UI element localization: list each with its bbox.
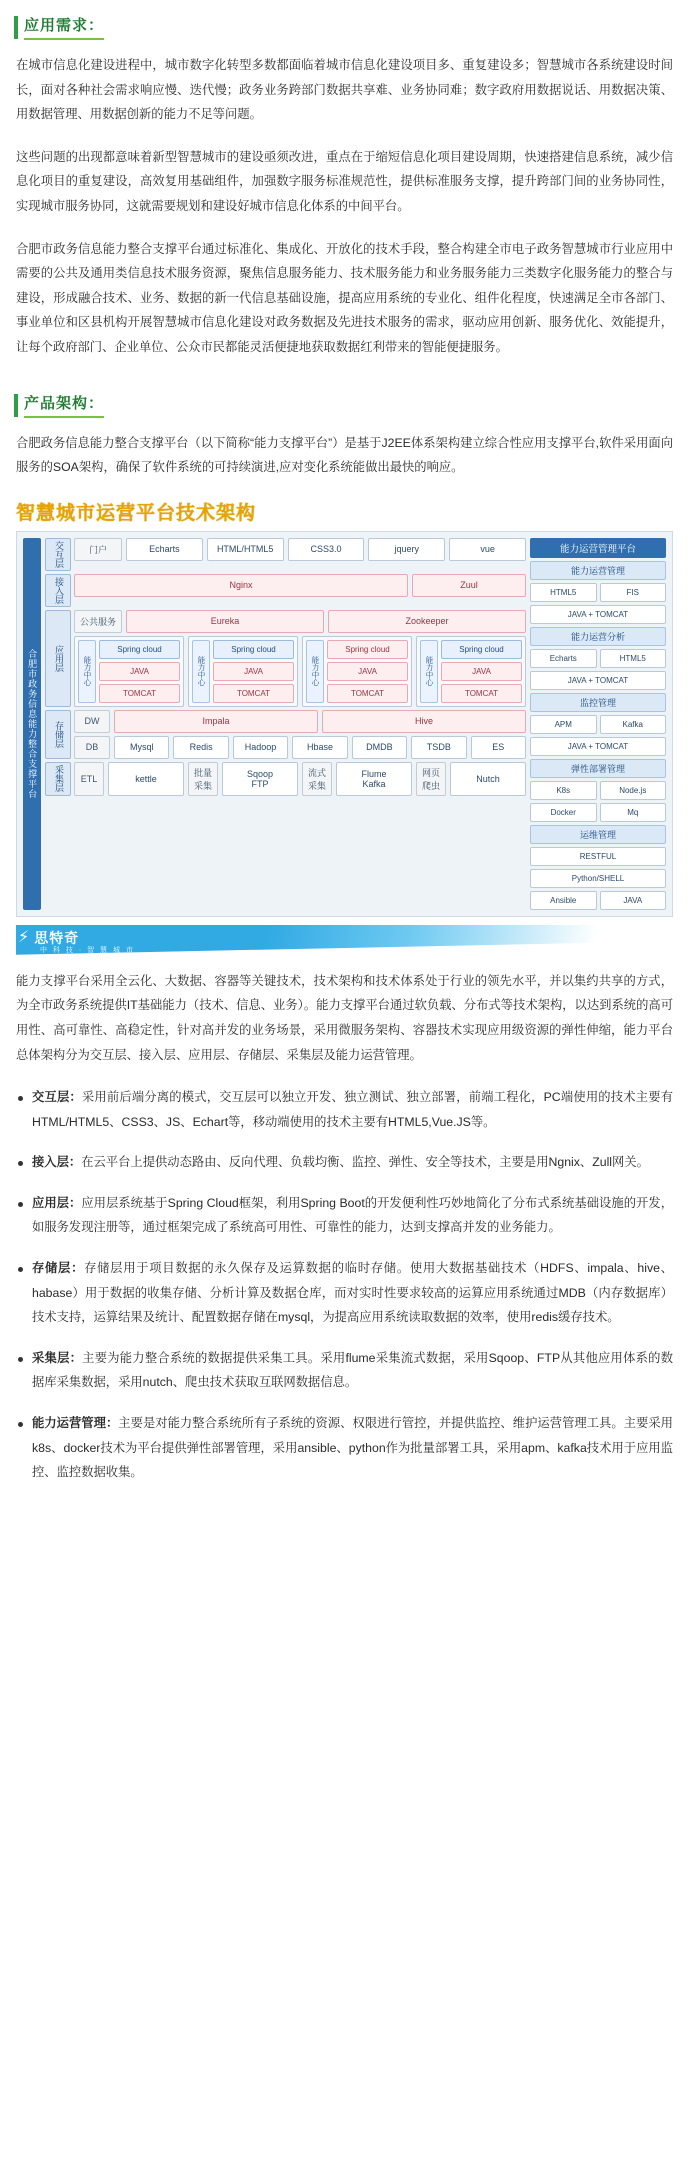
capability-center bbox=[416, 636, 526, 707]
panel-row bbox=[530, 847, 666, 866]
chip bbox=[222, 762, 298, 796]
layer-body bbox=[74, 538, 526, 571]
layer-label-text: 接入层 bbox=[53, 576, 64, 604]
section-heading-architecture bbox=[14, 392, 104, 421]
chip-row bbox=[74, 538, 526, 561]
panel-row bbox=[530, 803, 666, 822]
chip: DW bbox=[74, 710, 110, 733]
capability-center-label: 能力中心 bbox=[306, 640, 324, 703]
list-item-text: 应用层系统基于Spring Cloud框架，利用Spring Boot的开发便利性巧妙地简化了分布式系统基础设施的开发，如服务发现注册等，通过框架完成了系统高可用性、可靠性的能力，达到支撑高并发的业务能力。 bbox=[32, 1195, 673, 1235]
chip: JAVA bbox=[327, 662, 408, 681]
chip: TOMCAT bbox=[327, 684, 408, 703]
chip: Node.js bbox=[600, 781, 667, 800]
chip: jquery bbox=[368, 538, 445, 561]
chip: DMDB bbox=[352, 736, 407, 759]
chip: JAVA bbox=[213, 662, 294, 681]
chip: Docker bbox=[530, 803, 597, 822]
chip: DB bbox=[74, 736, 110, 759]
architecture-diagram bbox=[16, 531, 673, 917]
chip: Spring cloud bbox=[441, 640, 522, 659]
layer-body bbox=[74, 710, 526, 759]
chip: vue bbox=[449, 538, 526, 561]
layer-label-text: 采集层 bbox=[53, 765, 64, 793]
panel-row bbox=[530, 891, 666, 910]
panel-row bbox=[530, 715, 666, 734]
chip: Ansible bbox=[530, 891, 597, 910]
chip: ES bbox=[471, 736, 526, 759]
chip: TOMCAT bbox=[99, 684, 180, 703]
list-item-label: 存储层： bbox=[32, 1261, 85, 1276]
chip: K8s bbox=[530, 781, 597, 800]
chip: Mq bbox=[600, 803, 667, 822]
paragraph-1: 在城市信息化建设进程中，城市数字化转型多数都面临着城市信息化建设项目多、重复建设多；智慧城市各系统建设时间长，面对各种社会需求响应慢、迭代慢；政务业务跨部门数据共享难、业务协同难；数字政府用数据说话、用数据决策、用数据管理、用数据创新的能力不足等问题。 bbox=[16, 58, 673, 122]
layer-body bbox=[74, 762, 526, 796]
list-item-text: 采用前后端分离的模式，交互层可以独立开发、独立测试、独立部署，前端工程化，PC端使用的技术主要有HTML/HTML5、CSS3、JS、Echart等，移动端使用的技术主要有HTML5,Vue.JS等。 bbox=[32, 1090, 673, 1129]
lightning-bolt-icon: ⚡ bbox=[18, 928, 30, 946]
chip: JAVA + TOMCAT bbox=[530, 671, 666, 690]
chip: Python/SHELL bbox=[530, 869, 666, 888]
paragraph-5: 能力支撑平台采用全云化、大数据、容器等关键技术，技术架构和技术体系处于行业的领先水平，并以集约共享的方式，为全市政务系统提供IT基础能力（技术、信息、业务）。能力支撑平台通过软负载、分布式等技术架构，以达到系统的高可用性、高可靠性、高稳定性，针对高并发的业务场景，采用微服务架构、容器技术实现应用级资源的弹性伸缩，能力平台总体架构分为交互层、接入层、应用层、存储层、采集层及能力运营管理。 bbox=[16, 973, 673, 1062]
paragraph-3: 合肥市政务信息能力整合支撑平台通过标准化、集成化、开放化的技术手段，整合构建全市电子政务智慧城市行业应用中需要的公共及通用类信息技术服务资源，聚焦信息服务能力、技术服务能力和业务服务能力三类数字化服务能力的整合与建设，形成融合技术、业务、数据的新一代信息基础设施，提高应用系统的专业化、组件化程度，快速满足全市各部门、事业单位和区县机构开展智慧城市信息化建设对政务数据及先进技术服务的需求，驱动应用创新、服务优化、效能提升，让每个政府部门、企业单位、公众市民都能灵活便捷地获取数据红利带来的智能便捷服务。 bbox=[16, 241, 673, 354]
chip: JAVA bbox=[600, 891, 667, 910]
layer-storage bbox=[45, 710, 526, 759]
chip: ETL bbox=[74, 762, 104, 796]
list-item-label: 采集层： bbox=[32, 1350, 83, 1365]
brand-name: 思特奇 bbox=[34, 929, 80, 946]
panel-group-title: 运维管理 bbox=[530, 825, 666, 844]
bullet-list bbox=[16, 1085, 673, 1485]
section-heading-demand bbox=[14, 14, 104, 43]
layer-body bbox=[74, 574, 526, 607]
chip: Zookeeper bbox=[328, 610, 526, 633]
chip: Eureka bbox=[126, 610, 324, 633]
chip: TOMCAT bbox=[213, 684, 294, 703]
chip-text: Flume bbox=[361, 768, 387, 779]
chip-row bbox=[74, 710, 526, 733]
chip: HTML5 bbox=[530, 583, 597, 602]
chip: Redis bbox=[173, 736, 228, 759]
list-item-text: 主要是对能力整合系统所有子系统的资源、权限进行管控，并提供监控、维护运营管理工具。主要采用k8s、docker技术为平台提供弹性部署管理，采用ansible、python作为批量部署工具，采用apm、kafka技术用于应用监控、监控数据收集。 bbox=[32, 1416, 673, 1480]
diagram-platform-label-text: 合肥市政务信息能力整合支撑平台 bbox=[27, 648, 38, 799]
panel-row bbox=[530, 869, 666, 888]
brand-subtitle: 中 科 技 · 智 慧 城 市 bbox=[40, 946, 135, 954]
list-item bbox=[16, 1191, 673, 1240]
capability-center bbox=[188, 636, 298, 707]
chip: Kafka bbox=[600, 715, 667, 734]
chip: FIS bbox=[600, 583, 667, 602]
chip-row bbox=[74, 762, 526, 796]
layer-label bbox=[45, 710, 71, 759]
paragraph-4: 合肥政务信息能力整合支撑平台（以下简称“能力支撑平台”）是基于J2EE体系架构建立综合性应用支撑平台,软件采用面向服务的SOA架构，确保了软件系统的可持续演进,应对变化系统能做出最快的响应。 bbox=[16, 435, 673, 475]
layer-body bbox=[74, 610, 526, 707]
chip: Nutch bbox=[450, 762, 526, 796]
layer-application bbox=[45, 610, 526, 707]
chip bbox=[336, 762, 412, 796]
list-item bbox=[16, 1150, 673, 1175]
chip: Hive bbox=[322, 710, 526, 733]
list-item-label: 交互层： bbox=[32, 1090, 82, 1105]
panel-group-title: 能力运营管理 bbox=[530, 561, 666, 580]
chip-text: Sqoop bbox=[246, 768, 274, 779]
panel-row bbox=[530, 737, 666, 756]
chip: Hbase bbox=[292, 736, 347, 759]
list-item-label: 应用层： bbox=[32, 1195, 82, 1210]
capability-center-stack bbox=[213, 640, 294, 703]
chip: TOMCAT bbox=[441, 684, 522, 703]
chip: JAVA bbox=[441, 662, 522, 681]
chip: Spring cloud bbox=[99, 640, 180, 659]
chip: RESTFUL bbox=[530, 847, 666, 866]
panel-row bbox=[530, 605, 666, 624]
section-heading-architecture-label: 产品架构： bbox=[24, 394, 105, 412]
panel-group-title: 弹性部署管理 bbox=[530, 759, 666, 778]
chip: Echarts bbox=[530, 649, 597, 668]
layer-label-text: 存储层 bbox=[53, 720, 64, 748]
operations-management-panel bbox=[530, 538, 666, 910]
chip: HTML/HTML5 bbox=[207, 538, 284, 561]
diagram-platform-label bbox=[23, 538, 41, 910]
chip: JAVA + TOMCAT bbox=[530, 605, 666, 624]
brand-banner bbox=[16, 925, 673, 955]
chip-text: Kafka bbox=[362, 778, 386, 789]
public-service-label: 公共服务 bbox=[74, 610, 122, 633]
layer-label bbox=[45, 538, 71, 571]
layer-label-text: 应用层 bbox=[53, 644, 64, 672]
capability-centers bbox=[74, 636, 526, 707]
list-item-label: 能力运营管理： bbox=[32, 1416, 119, 1431]
layer-interaction bbox=[45, 538, 526, 571]
chip-row bbox=[74, 736, 526, 759]
chip: 网页爬虫 bbox=[416, 762, 446, 796]
layer-label bbox=[45, 610, 71, 707]
chip: Echarts bbox=[126, 538, 203, 561]
layer-label-text: 交互层 bbox=[53, 540, 64, 568]
capability-center-label: 能力中心 bbox=[420, 640, 438, 703]
capability-center-stack bbox=[327, 640, 408, 703]
heading-accent-bar bbox=[14, 394, 18, 417]
panel-row bbox=[530, 781, 666, 800]
chip-row bbox=[74, 574, 526, 597]
public-service-row bbox=[74, 610, 526, 633]
chip: 门户 bbox=[74, 538, 122, 561]
chip-text: FTP bbox=[251, 778, 269, 789]
capability-center-stack bbox=[99, 640, 180, 703]
section-heading-demand-label: 应用需求： bbox=[24, 17, 105, 34]
chip: kettle bbox=[108, 762, 184, 796]
list-item-label: 接入层： bbox=[32, 1155, 82, 1170]
chip: Nginx bbox=[74, 574, 408, 597]
chip: JAVA bbox=[99, 662, 180, 681]
heading-underline bbox=[24, 416, 104, 418]
layer-collection bbox=[45, 762, 526, 796]
chip: CSS3.0 bbox=[288, 538, 365, 561]
chip: Zuul bbox=[412, 574, 526, 597]
layer-access bbox=[45, 574, 526, 607]
capability-center bbox=[302, 636, 412, 707]
panel-group-title: 能力运营分析 bbox=[530, 627, 666, 646]
chip: Spring cloud bbox=[327, 640, 408, 659]
panel-group-title: 监控管理 bbox=[530, 693, 666, 712]
layer-label bbox=[45, 574, 71, 607]
diagram-layers bbox=[45, 538, 526, 910]
heading-accent-bar bbox=[14, 16, 18, 39]
panel-title: 能力运营管理平台 bbox=[530, 538, 666, 558]
diagram-title: 智慧城市运营平台技术架构 bbox=[16, 502, 257, 524]
capability-center bbox=[74, 636, 184, 707]
layer-label bbox=[45, 762, 71, 796]
chip: Mysql bbox=[114, 736, 169, 759]
chip: HTML5 bbox=[600, 649, 667, 668]
paragraph-2: 这些问题的出现都意味着新型智慧城市的建设亟须改进，重点在于缩短信息化项目建设周期，快速搭建信息系统，减少信息化项目的重复建设，高效复用基础组件，加强数字服务标准规范性，提供标准服务支撑，提升跨部门间的业务协同性，实现城市服务协同，这就需要规划和建设好城市信息化体系的中间平台。 bbox=[16, 149, 673, 213]
panel-row bbox=[530, 671, 666, 690]
panel-row bbox=[530, 583, 666, 602]
list-item bbox=[16, 1085, 673, 1134]
list-item-text: 主要为能力整合系统的数据提供采集工具。采用flume采集流式数据，采用Sqoop、FTP从其他应用体系的数据库采集数据，采用nutch、爬虫技术获取互联网数据信息。 bbox=[32, 1350, 673, 1390]
list-item-text: 存储层用于项目数据的永久保存及运算数据的临时存储。使用大数据基础技术（HDFS、impala、hive、habase）用于数据的收集存储、分析计算及数据仓库，而对实时性要求较高的运算应用系统通过MDB（内存数据库）技术支持，运算结果及统计、配置数据存储在mysql，为提高应用系统读取数据的效率，使用redis缓存技术。 bbox=[32, 1261, 673, 1325]
capability-center-stack bbox=[441, 640, 522, 703]
chip: JAVA + TOMCAT bbox=[530, 737, 666, 756]
chip: 流式采集 bbox=[302, 762, 332, 796]
capability-center-label: 能力中心 bbox=[192, 640, 210, 703]
capability-center-label: 能力中心 bbox=[78, 640, 96, 703]
list-item-text: 在云平台上提供动态路由、反向代理、负载均衡、监控、弹性、安全等技术，主要是用Ngnix、Zull网关。 bbox=[81, 1155, 649, 1170]
list-item bbox=[16, 1346, 673, 1395]
list-item bbox=[16, 1411, 673, 1485]
chip: Impala bbox=[114, 710, 318, 733]
list-item bbox=[16, 1256, 673, 1330]
chip: Spring cloud bbox=[213, 640, 294, 659]
chip: 批量采集 bbox=[188, 762, 218, 796]
chip: Hadoop bbox=[233, 736, 288, 759]
panel-row bbox=[530, 649, 666, 668]
heading-underline bbox=[24, 38, 104, 40]
chip: APM bbox=[530, 715, 597, 734]
chip: TSDB bbox=[411, 736, 466, 759]
